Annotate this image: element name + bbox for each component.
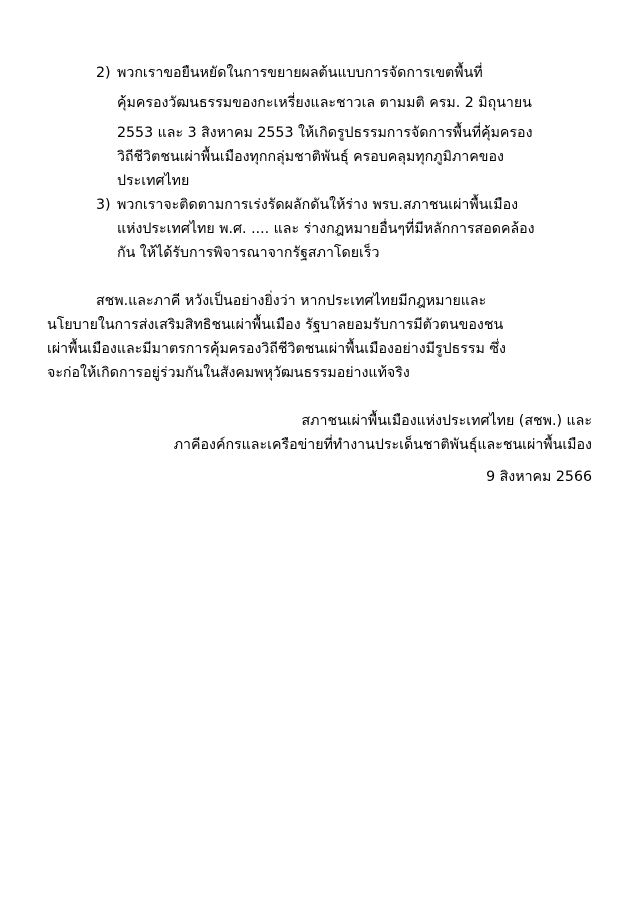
item-2-line-4: วิถีชีวิตชนเผ่าพื้นเมืองทุกกลุ่มชาติพันธุ์ ครอบคลุมทุกภูมิภาคของ: [117, 149, 504, 165]
item-2-line-2: คุ้มครองวัฒนธรรมของกะเหรี่ยงและชาวเล ตามมติ ครม. 2 มิถุนายน: [117, 95, 532, 111]
signature-date: 9 สิงหาคม 2566: [486, 469, 592, 485]
item-3-number: 3): [96, 197, 111, 213]
paragraph-line-1: สชพ.และภาคี หวังเป็นอย่างยิ่งว่า หากประเทศไทยมีกฎหมายและ: [96, 293, 487, 309]
item-3-line-2: แห่งประเทศไทย พ.ศ. .... และ ร่างกฎหมายอื่นๆที่มีหลักการสอดคล้อง: [117, 221, 535, 237]
item-2-number: 2): [96, 65, 111, 81]
item-2-line-5: ประเทศไทย: [117, 173, 190, 189]
signature-network: ภาคีองค์กรและเครือข่ายที่ทำงานประเด็นชาติพันธุ์และชนเผ่าพื้นเมือง: [173, 437, 592, 453]
paragraph-line-4: จะก่อให้เกิดการอยู่ร่วมกันในสังคมพหุวัฒนธรรมอย่างแท้จริง: [47, 365, 410, 381]
paragraph-line-3: เผ่าพื้นเมืองและมีมาตรการคุ้มครองวิถีชีวิตชนเผ่าพื้นเมืองอย่างมีรูปธรรม ซึ่ง: [47, 341, 506, 357]
item-2-line-3: 2553 และ 3 สิงหาคม 2553 ให้เกิดรูปธรรมการจัดการพื้นที่คุ้มครอง: [117, 125, 533, 141]
paragraph-line-2: นโยบายในการส่งเสริมสิทธิชนเผ่าพื้นเมือง รัฐบาลยอมรับการมีตัวตนของชน: [47, 317, 504, 333]
item-2-line-1: พวกเราขอยืนหยัดในการขยายผลต้นแบบการจัดการเขตพื้นที่: [117, 65, 483, 81]
item-3-line-1: พวกเราจะติดตามการเร่งรัดผลักดันให้ร่าง พรบ.สภาชนเผ่าพื้นเมือง: [117, 197, 519, 213]
item-3-line-3: กัน ให้ได้รับการพิจารณาจากรัฐสภาโดยเร็ว: [117, 245, 380, 261]
signature-organization: สภาชนเผ่าพื้นเมืองแห่งประเทศไทย (สชพ.) และ: [301, 413, 592, 429]
